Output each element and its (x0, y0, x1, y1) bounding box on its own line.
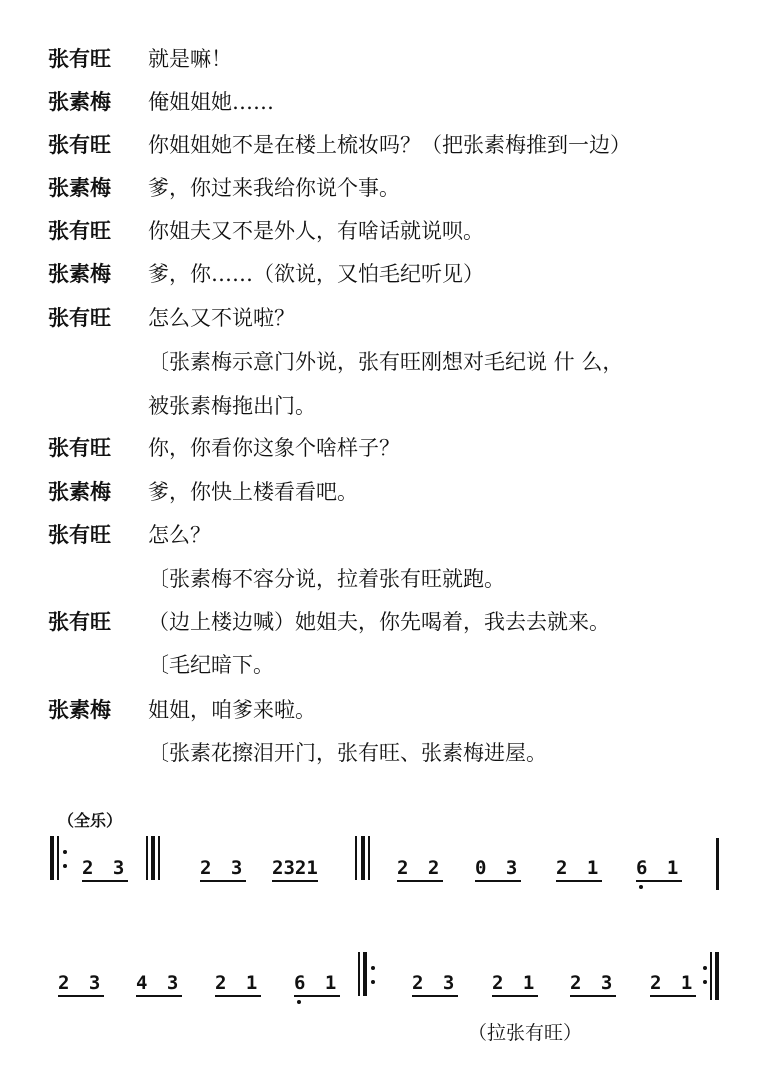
note-group: 6 1 (636, 857, 682, 882)
note-group: 4 3 (136, 972, 182, 997)
dialogue-line (48, 174, 400, 202)
speaker-name: 张有旺 (48, 435, 111, 460)
dialogue-line (48, 434, 400, 462)
speaker-name: 张有旺 (48, 46, 111, 71)
dialogue-line (48, 478, 358, 506)
barline (355, 836, 357, 880)
note-group: 6 1 (294, 972, 340, 997)
stage-direction: 〔张素花擦泪开门，张有旺、张素梅进屋。 (148, 741, 547, 765)
note-group: 0 3 (475, 857, 521, 882)
note-group: 2 3 (58, 972, 104, 997)
barline (151, 836, 155, 880)
stage-direction: 〔张素梅示意门外说，张有旺刚想对毛纪说 什 么， (148, 350, 624, 374)
repeat-dot (63, 864, 67, 868)
line-text: 你姐姐她不是在楼上梳妆吗？（把张素梅推到一边） (148, 133, 631, 157)
note-group: 2 3 (200, 857, 246, 882)
low-octave-dot (297, 1000, 301, 1004)
score-label: （全乐） (58, 811, 123, 830)
start-repeat-barline (57, 836, 59, 880)
dialogue-line (48, 260, 484, 288)
line-text: 怎么又不说啦？ (148, 306, 295, 330)
end-repeat-barline (710, 952, 712, 1000)
line-text: 爹，你快上楼看看吧。 (148, 480, 358, 504)
note-group: 2 1 (650, 972, 696, 997)
repeat-dot (371, 966, 375, 970)
speaker-name: 张有旺 (48, 218, 111, 243)
repeat-dot (703, 966, 707, 970)
line-text: 怎么？ (148, 523, 211, 547)
dialogue-line (48, 217, 484, 245)
dialogue-line (48, 45, 232, 73)
speaker-name: 张有旺 (48, 305, 111, 330)
dialogue-line (48, 131, 631, 159)
speaker-name: 张素梅 (48, 261, 111, 286)
end-barline (716, 838, 719, 890)
note-group: 2 3 (82, 857, 128, 882)
dialogue-line (48, 696, 316, 724)
speaker-name: 张有旺 (48, 609, 111, 634)
line-text: 就是嘛！ (148, 47, 232, 71)
line-text: 爹，你过来我给你说个事。 (148, 176, 400, 200)
line-text: 你，你看你这象个啥样子？ (148, 436, 400, 460)
barline (368, 836, 370, 880)
low-octave-dot (639, 885, 643, 889)
note-group: 2 2 (397, 857, 443, 882)
stage-direction: 被张素梅拖出门。 (148, 394, 316, 418)
repeat-dot (703, 980, 707, 984)
barline (158, 836, 160, 880)
line-text: 姐姐，咱爹来啦。 (148, 698, 316, 722)
line-text: 俺姐姐她…… (148, 90, 274, 114)
speaker-name: 张有旺 (48, 132, 111, 157)
repeat-dot (371, 980, 375, 984)
speaker-name: 张素梅 (48, 697, 111, 722)
speaker-name: 张有旺 (48, 522, 111, 547)
speaker-name: 张素梅 (48, 89, 111, 114)
repeat-dot (63, 850, 67, 854)
line-text: 你姐夫又不是外人，有啥话就说呗。 (148, 219, 484, 243)
note-group: 2 3 (570, 972, 616, 997)
dialogue-line (48, 521, 211, 549)
score-caption: （拉张有旺） (468, 1022, 583, 1044)
speaker-name: 张素梅 (48, 175, 111, 200)
line-text: （边上楼边喊）她姐夫，你先喝着，我去去就来。 (148, 610, 610, 634)
speaker-name: 张素梅 (48, 479, 111, 504)
dialogue-line (48, 304, 295, 332)
note-group: 2 3 (412, 972, 458, 997)
start-repeat-barline (50, 836, 54, 880)
barline (146, 836, 148, 880)
stage-direction: 〔张素梅不容分说，拉着张有旺就跑。 (148, 567, 505, 591)
note-group: 2 1 (492, 972, 538, 997)
barline (358, 952, 360, 996)
line-text: 爹，你……（欲说，又怕毛纪听见） (148, 262, 484, 286)
note-group: 2321 (272, 857, 318, 882)
stage-direction: 〔毛纪暗下。 (148, 653, 274, 677)
dialogue-line (48, 88, 274, 116)
barline (363, 952, 367, 996)
note-group: 2 1 (215, 972, 261, 997)
dialogue-line (48, 608, 610, 636)
end-repeat-barline (715, 952, 719, 1000)
barline (361, 836, 365, 880)
note-group: 2 1 (556, 857, 602, 882)
